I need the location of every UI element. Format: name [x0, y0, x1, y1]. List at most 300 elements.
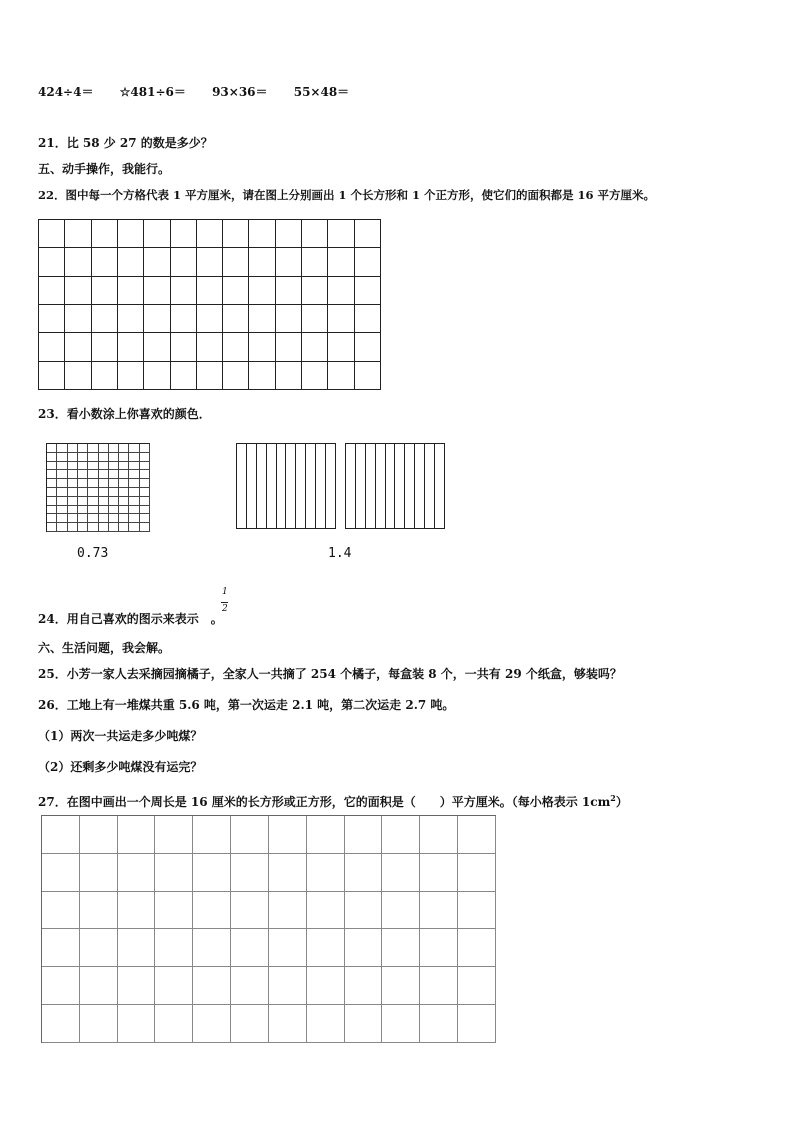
- grid-cell: [68, 444, 78, 453]
- grid-cell: [197, 362, 223, 390]
- grid-cell: [355, 248, 381, 276]
- grid-cell: [88, 514, 98, 523]
- grid-cell: [42, 854, 80, 892]
- grid-cell: [307, 816, 345, 854]
- grid-cell: [68, 514, 78, 523]
- grid-cell: [197, 305, 223, 333]
- grid-cell: [197, 248, 223, 276]
- grid-question-22: [38, 219, 381, 390]
- grid-cell: [249, 362, 275, 390]
- grid-cell: [231, 967, 269, 1005]
- grid-cell: [140, 523, 150, 532]
- grid-cell: [78, 470, 88, 479]
- grid-cell: [99, 497, 109, 506]
- grid-cell: [420, 929, 458, 967]
- question-24-text: 24．用自己喜欢的图示来表示: [38, 612, 199, 626]
- grid-cell: [276, 362, 302, 390]
- grid-cell: [119, 497, 129, 506]
- grid-cell: [155, 1005, 193, 1043]
- grid-cell: [223, 277, 249, 305]
- grid-cell: [57, 479, 67, 488]
- grid-cell: [65, 333, 91, 361]
- grid-cell: [223, 305, 249, 333]
- calc-row: [38, 84, 371, 100]
- grid-cell: [47, 488, 57, 497]
- grid-cell: [296, 444, 306, 529]
- grid-cell: [247, 444, 257, 529]
- grid-cell: [458, 1005, 496, 1043]
- grid-cell: [223, 362, 249, 390]
- grid-cell: [65, 220, 91, 248]
- grid-cell: [231, 854, 269, 892]
- grid-cell: [193, 929, 231, 967]
- grid-cell: [92, 305, 118, 333]
- grid-cell: [355, 333, 381, 361]
- grid-cell: [223, 248, 249, 276]
- grid-cell: [140, 488, 150, 497]
- grid-cell: [346, 444, 356, 529]
- grid-cell: [118, 333, 144, 361]
- grid-cell: [57, 462, 67, 471]
- grid-cell: [119, 523, 129, 532]
- grid-cell: [99, 506, 109, 515]
- grid-cell: [92, 362, 118, 390]
- grid-cell: [57, 453, 67, 462]
- grid-cell: [144, 305, 170, 333]
- grid-cell: [57, 497, 67, 506]
- grid-cell: [197, 333, 223, 361]
- grid-cell: [118, 854, 156, 892]
- grid-cell: [276, 220, 302, 248]
- grid-cell: [118, 1005, 156, 1043]
- grid-cell: [78, 444, 88, 453]
- grid-cell: [231, 929, 269, 967]
- grid-cell: [458, 929, 496, 967]
- grid-cell: [99, 444, 109, 453]
- grid-cell: [376, 444, 386, 529]
- grid-cell: [458, 854, 496, 892]
- grid-cell: [355, 220, 381, 248]
- grid-cell: [68, 479, 78, 488]
- grid-cell: [425, 444, 435, 529]
- grid-cell: [47, 479, 57, 488]
- grid-cell: [88, 497, 98, 506]
- grid-cell: [80, 929, 118, 967]
- grid-cell: [355, 362, 381, 390]
- grid-cell: [269, 892, 307, 930]
- grid-cell: [42, 892, 80, 930]
- grid-cell: [193, 816, 231, 854]
- section-6-heading: 六、生活问题，我会解。: [38, 641, 171, 655]
- grid-cell: [249, 248, 275, 276]
- question-26-part-2: （2）还剩多少吨煤没有运完？: [38, 760, 203, 774]
- grid-cell: [88, 479, 98, 488]
- grid-cell: [302, 362, 328, 390]
- grid-cell: [57, 444, 67, 453]
- grid-cell: [99, 453, 109, 462]
- grid-cell: [386, 444, 396, 529]
- grid-cell: [302, 305, 328, 333]
- grid-cell: [109, 462, 119, 471]
- question-24: [38, 611, 223, 627]
- hundred-grid: [46, 443, 150, 532]
- grid-cell: [109, 479, 119, 488]
- grid-cell: [382, 929, 420, 967]
- grid-cell: [129, 444, 139, 453]
- question-22: 22．图中每一个方格代表 1 平方厘米，请在图上分别画出 1 个长方形和 1 个正方形，使它们的面积都是 16 平方厘米。: [38, 188, 656, 202]
- grid-cell: [306, 444, 316, 529]
- grid-cell: [99, 523, 109, 532]
- grid-cell: [155, 816, 193, 854]
- grid-cell: [223, 220, 249, 248]
- question-27-text: 27．在图中画出一个周长是 16 厘米的长方形或正方形，它的面积是（ ）平方厘米。（每小格表示 1cm: [38, 795, 611, 809]
- grid-cell: [39, 277, 65, 305]
- grid-cell: [328, 305, 354, 333]
- grid-cell: [155, 929, 193, 967]
- grid-cell: [78, 497, 88, 506]
- grid-cell: [405, 444, 415, 529]
- grid-cell: [193, 967, 231, 1005]
- grid-cell: [129, 453, 139, 462]
- strip-grid-1: [236, 443, 336, 529]
- calc-3: 93×36＝: [212, 85, 268, 99]
- grid-cell: [57, 514, 67, 523]
- strip-grid-2: [345, 443, 445, 529]
- grid-cell: [382, 967, 420, 1005]
- grid-cell: [355, 305, 381, 333]
- grid-cell: [140, 453, 150, 462]
- grid-cell: [171, 333, 197, 361]
- grid-cell: [68, 462, 78, 471]
- grid-cell: [47, 444, 57, 453]
- grid-cell: [155, 892, 193, 930]
- grid-cell: [276, 305, 302, 333]
- grid-cell: [118, 816, 156, 854]
- question-25: 25．小芳一家人去采摘园摘橘子，全家人一共摘了 254 个橘子，每盒装 8 个，一共有 29 个纸盒，够装吗？: [38, 667, 622, 681]
- grid-cell: [99, 488, 109, 497]
- grid-cell: [39, 362, 65, 390]
- grid-cell: [307, 1005, 345, 1043]
- grid-cell: [78, 523, 88, 532]
- grid-cell: [249, 333, 275, 361]
- grid-cell: [267, 444, 277, 529]
- calc-2: ☆481÷6＝: [119, 85, 186, 99]
- grid-cell: [99, 514, 109, 523]
- grid-cell: [458, 967, 496, 1005]
- grid-cell: [269, 929, 307, 967]
- grid-cell: [65, 277, 91, 305]
- grid-cell: [171, 220, 197, 248]
- grid-cell: [276, 277, 302, 305]
- grid-cell: [118, 220, 144, 248]
- grid-cell: [47, 514, 57, 523]
- grid-cell: [65, 305, 91, 333]
- grid-cell: [68, 470, 78, 479]
- grid-cell: [65, 248, 91, 276]
- grid-cell: [345, 967, 383, 1005]
- grid-cell: [88, 506, 98, 515]
- grid-cell: [382, 854, 420, 892]
- grid-cell: [68, 488, 78, 497]
- grid-cell: [80, 816, 118, 854]
- grid-cell: [231, 892, 269, 930]
- grid-cell: [109, 523, 119, 532]
- grid-cell: [420, 854, 458, 892]
- grid-cell: [109, 470, 119, 479]
- grid-cell: [129, 462, 139, 471]
- grid-cell: [78, 462, 88, 471]
- grid-cell: [345, 816, 383, 854]
- grid-cell: [193, 892, 231, 930]
- grid-cell: [118, 967, 156, 1005]
- fraction-denominator: 2: [222, 604, 228, 614]
- grid-cell: [345, 1005, 383, 1043]
- grid-cell: [119, 488, 129, 497]
- grid-cell: [78, 514, 88, 523]
- grid-cell: [88, 488, 98, 497]
- grid-cell: [57, 506, 67, 515]
- grid-cell: [109, 444, 119, 453]
- grid-cell: [345, 854, 383, 892]
- grid-cell: [276, 333, 302, 361]
- grid-cell: [286, 444, 296, 529]
- grid-cell: [109, 497, 119, 506]
- grid-cell: [155, 854, 193, 892]
- grid-cell: [118, 305, 144, 333]
- grid-cell: [144, 277, 170, 305]
- grid-cell: [99, 470, 109, 479]
- calc-4: 55×48＝: [293, 85, 350, 99]
- grid-cell: [129, 506, 139, 515]
- grid-cell: [65, 362, 91, 390]
- grid-cell: [326, 444, 336, 529]
- grid-cell: [80, 967, 118, 1005]
- label-0-73: 0.73: [77, 546, 109, 561]
- grid-cell: [249, 220, 275, 248]
- grid-cell: [57, 470, 67, 479]
- grid-cell: [328, 362, 354, 390]
- question-24-end: 。: [210, 612, 223, 626]
- grid-cell: [197, 277, 223, 305]
- grid-cell: [39, 248, 65, 276]
- grid-cell: [155, 967, 193, 1005]
- grid-cell: [92, 248, 118, 276]
- grid-cell: [129, 479, 139, 488]
- grid-cell: [355, 277, 381, 305]
- section-5-heading: 五、动手操作，我能行。: [38, 162, 171, 176]
- grid-cell: [88, 470, 98, 479]
- grid-cell: [68, 497, 78, 506]
- grid-cell: [144, 333, 170, 361]
- calc-1: 424÷4＝: [38, 85, 94, 99]
- grid-cell: [140, 497, 150, 506]
- grid-cell: [88, 462, 98, 471]
- grid-cell: [118, 362, 144, 390]
- grid-cell: [269, 1005, 307, 1043]
- grid-cell: [231, 1005, 269, 1043]
- grid-cell: [257, 444, 267, 529]
- grid-cell: [92, 277, 118, 305]
- grid-cell: [109, 514, 119, 523]
- grid-cell: [420, 1005, 458, 1043]
- grid-cell: [144, 362, 170, 390]
- grid-cell: [129, 497, 139, 506]
- grid-cell: [92, 220, 118, 248]
- grid-cell: [237, 444, 247, 529]
- grid-cell: [395, 444, 405, 529]
- grid-cell: [118, 277, 144, 305]
- grid-cell: [269, 816, 307, 854]
- grid-question-27: [41, 815, 496, 1043]
- grid-cell: [88, 444, 98, 453]
- grid-cell: [119, 514, 129, 523]
- grid-cell: [249, 305, 275, 333]
- question-27-superscript: 2: [610, 793, 616, 803]
- grid-cell: [458, 892, 496, 930]
- grid-cell: [328, 333, 354, 361]
- grid-cell: [47, 506, 57, 515]
- grid-cell: [68, 523, 78, 532]
- grid-cell: [307, 854, 345, 892]
- grid-cell: [302, 277, 328, 305]
- grid-cell: [171, 305, 197, 333]
- grid-cell: [80, 892, 118, 930]
- grid-cell: [328, 248, 354, 276]
- grid-cell: [269, 854, 307, 892]
- grid-cell: [435, 444, 445, 529]
- question-27: [38, 790, 628, 810]
- grid-cell: [118, 929, 156, 967]
- grid-cell: [302, 333, 328, 361]
- grid-cell: [80, 854, 118, 892]
- grid-cell: [382, 816, 420, 854]
- grid-cell: [171, 277, 197, 305]
- grid-cell: [140, 479, 150, 488]
- grid-cell: [382, 892, 420, 930]
- grid-cell: [382, 1005, 420, 1043]
- grid-cell: [47, 453, 57, 462]
- grid-cell: [140, 444, 150, 453]
- grid-cell: [345, 892, 383, 930]
- grid-cell: [328, 277, 354, 305]
- grid-cell: [119, 444, 129, 453]
- grid-cell: [144, 248, 170, 276]
- grid-cell: [458, 816, 496, 854]
- grid-cell: [78, 453, 88, 462]
- grid-cell: [420, 816, 458, 854]
- grid-cell: [57, 488, 67, 497]
- grid-cell: [171, 248, 197, 276]
- grid-cell: [129, 470, 139, 479]
- grid-cell: [88, 453, 98, 462]
- grid-cell: [119, 453, 129, 462]
- grid-cell: [68, 506, 78, 515]
- grid-cell: [42, 816, 80, 854]
- grid-cell: [129, 488, 139, 497]
- grid-cell: [78, 479, 88, 488]
- question-21: 21．比 58 少 27 的数是多少？: [38, 136, 213, 150]
- grid-cell: [140, 514, 150, 523]
- grid-cell: [119, 462, 129, 471]
- grid-cell: [193, 854, 231, 892]
- question-26-part-1: （1）两次一共运走多少吨煤？: [38, 729, 203, 743]
- grid-cell: [39, 305, 65, 333]
- grid-cell: [47, 462, 57, 471]
- grid-cell: [420, 967, 458, 1005]
- grid-cell: [420, 892, 458, 930]
- grid-cell: [42, 929, 80, 967]
- grid-cell: [276, 248, 302, 276]
- label-1-4: 1.4: [328, 546, 352, 561]
- grid-cell: [109, 488, 119, 497]
- grid-cell: [277, 444, 287, 529]
- grid-cell: [140, 506, 150, 515]
- grid-cell: [80, 1005, 118, 1043]
- grid-cell: [129, 514, 139, 523]
- grid-cell: [39, 220, 65, 248]
- question-23: 23．看小数涂上你喜欢的颜色．: [38, 407, 211, 421]
- grid-cell: [47, 523, 57, 532]
- grid-cell: [78, 488, 88, 497]
- question-26: 26．工地上有一堆煤共重 5.6 吨，第一次运走 2.1 吨，第二次运走 2.7 吨。: [38, 698, 455, 712]
- grid-cell: [119, 506, 129, 515]
- grid-cell: [307, 929, 345, 967]
- fraction-bar: [221, 602, 228, 603]
- grid-cell: [39, 333, 65, 361]
- grid-cell: [78, 506, 88, 515]
- grid-cell: [119, 470, 129, 479]
- grid-cell: [171, 362, 197, 390]
- grid-cell: [88, 523, 98, 532]
- grid-cell: [316, 444, 326, 529]
- grid-cell: [92, 333, 118, 361]
- grid-cell: [68, 453, 78, 462]
- grid-cell: [302, 220, 328, 248]
- grid-cell: [144, 220, 170, 248]
- grid-cell: [328, 220, 354, 248]
- grid-cell: [307, 967, 345, 1005]
- grid-cell: [302, 248, 328, 276]
- grid-cell: [118, 892, 156, 930]
- question-27-close: ）: [615, 795, 628, 809]
- grid-cell: [47, 497, 57, 506]
- grid-cell: [140, 470, 150, 479]
- grid-cell: [140, 462, 150, 471]
- grid-cell: [356, 444, 366, 529]
- grid-cell: [42, 1005, 80, 1043]
- grid-cell: [345, 929, 383, 967]
- grid-cell: [42, 967, 80, 1005]
- grid-cell: [231, 816, 269, 854]
- grid-cell: [193, 1005, 231, 1043]
- grid-cell: [118, 248, 144, 276]
- grid-cell: [109, 453, 119, 462]
- grid-cell: [366, 444, 376, 529]
- grid-cell: [129, 523, 139, 532]
- grid-cell: [269, 967, 307, 1005]
- grid-cell: [119, 479, 129, 488]
- fraction-numerator: 1: [222, 587, 228, 597]
- grid-cell: [223, 333, 249, 361]
- grid-cell: [109, 506, 119, 515]
- grid-cell: [99, 462, 109, 471]
- grid-cell: [197, 220, 223, 248]
- grid-cell: [415, 444, 425, 529]
- grid-cell: [307, 892, 345, 930]
- grid-cell: [47, 470, 57, 479]
- grid-cell: [99, 479, 109, 488]
- grid-cell: [249, 277, 275, 305]
